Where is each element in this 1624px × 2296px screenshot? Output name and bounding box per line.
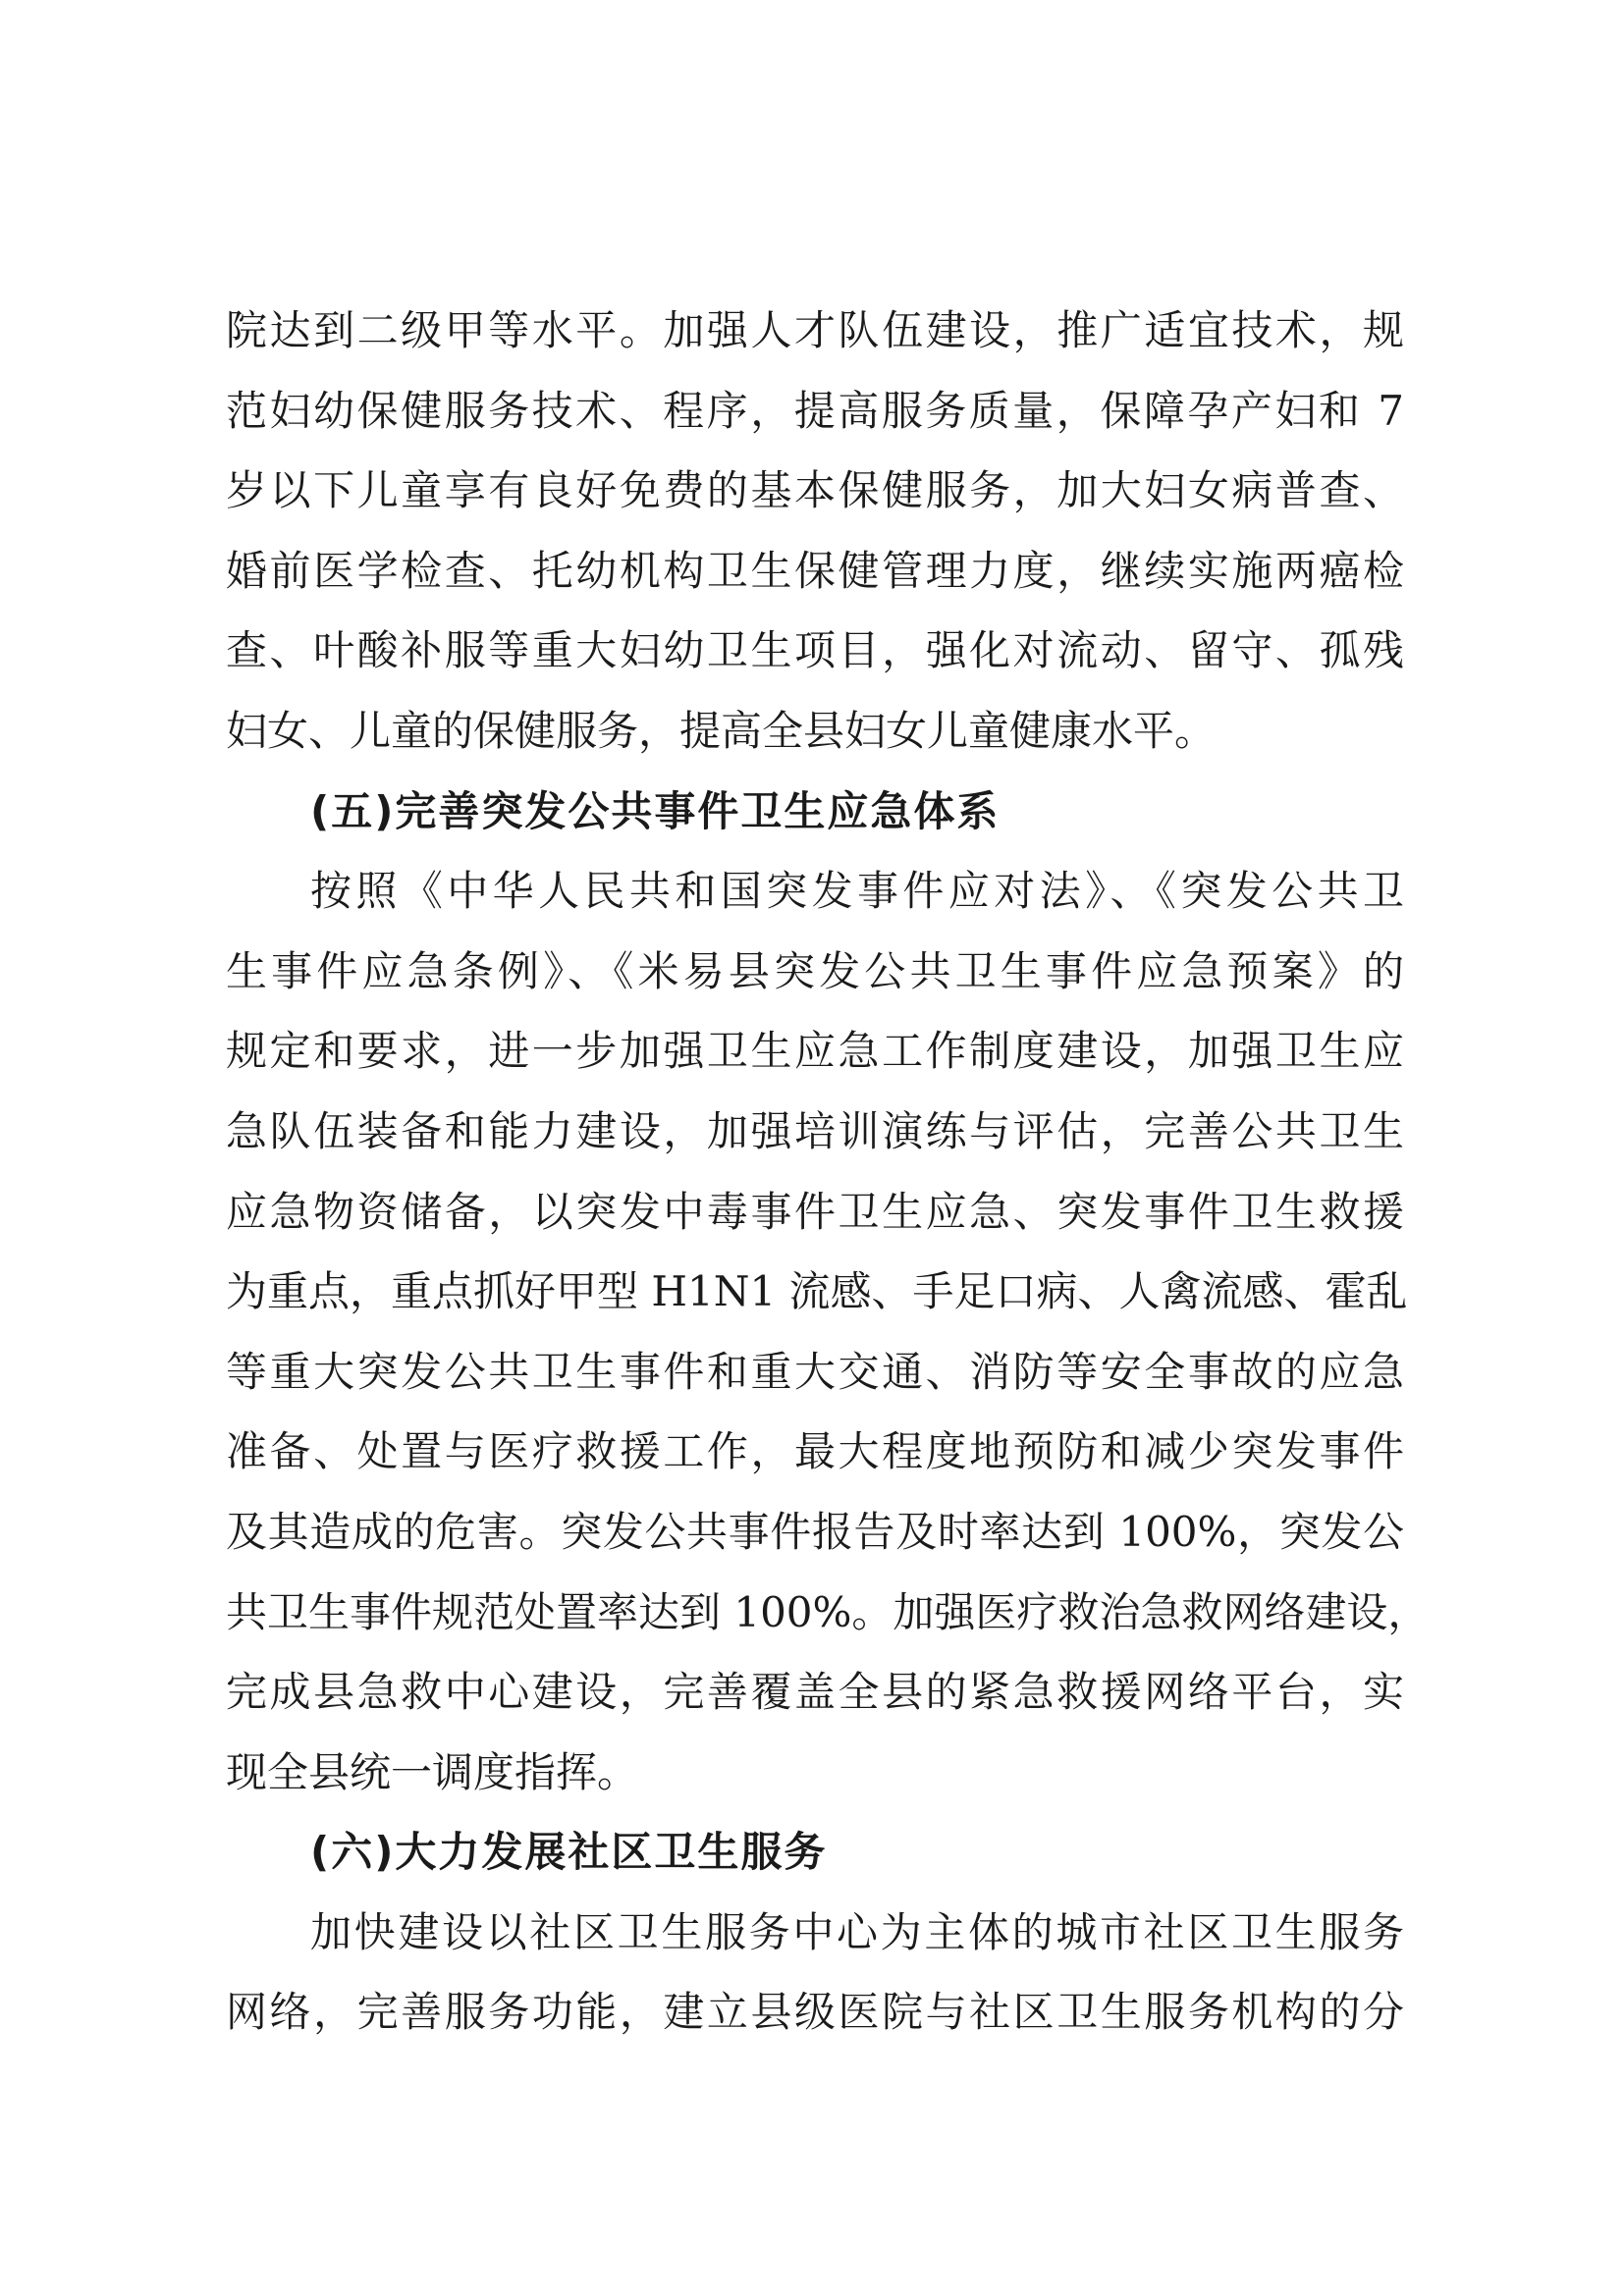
text-line: 院达到二级甲等水平。加强人才队伍建设，推广适宜技术，规 [226, 306, 1404, 354]
section-heading-community-health: (六)大力发展社区卫生服务 [310, 1828, 828, 1877]
paragraph-maternal-child-health [226, 291, 1424, 772]
paragraph-emergency-response [226, 851, 1430, 1812]
text-line: 准备、处置与医疗救援工作，最大程度地预防和减少突发事件 [226, 1427, 1404, 1476]
paragraph-community-health [226, 1893, 1424, 2053]
text-line: 范妇幼保健服务技术、程序，提高服务质量，保障孕产妇和 7 [226, 386, 1404, 435]
text-line: 按照《中华人民共和国突发事件应对法》、《突发公共卫 [310, 867, 1404, 916]
text-line: 现全县统一调度指挥。 [226, 1747, 639, 1796]
text-line: 规定和要求，进一步加强卫生应急工作制度建设，加强卫生应 [226, 1027, 1404, 1076]
text-line: 等重大突发公共卫生事件和重大交通、消防等安全事故的应急 [226, 1347, 1404, 1396]
text-line: 网络，完善服务功能，建立县级医院与社区卫生服务机构的分 [226, 1988, 1404, 2037]
text-line: 生事件应急条例》、《米易县突发公共卫生事件应急预案》的 [226, 946, 1404, 995]
document-body [226, 291, 1430, 2053]
text-line: 急队伍装备和能力建设，加强培训演练与评估，完善公共卫生 [226, 1106, 1404, 1155]
text-line: 为重点，重点抓好甲型 H1N1 流感、手足口病、人禽流感、霍乱 [226, 1267, 1408, 1316]
section-heading-emergency: (五)完善突发公共事件卫生应急体系 [310, 786, 1001, 835]
text-line: 应急物资储备，以突发中毒事件卫生应急、突发事件卫生救援 [226, 1187, 1404, 1236]
text-line: 婚前医学检查、托幼机构卫生保健管理力度，继续实施两癌检 [226, 546, 1404, 595]
text-line: 妇女、儿童的保健服务，提高全县妇女儿童健康水平。 [226, 706, 1217, 755]
text-line: 加快建设以社区卫生服务中心为主体的城市社区卫生服务 [310, 1907, 1404, 1956]
text-line: 岁以下儿童享有良好免费的基本保健服务，加大妇女病普查、 [226, 466, 1404, 515]
text-line: 及其造成的危害。突发公共事件报告及时率达到 100%，突发公 [226, 1507, 1404, 1556]
text-line: 查、叶酸补服等重大妇幼卫生项目，强化对流动、留守、孤残 [226, 626, 1404, 675]
text-line: 完成县急救中心建设，完善覆盖全县的紧急救援网络平台，实 [226, 1668, 1404, 1717]
text-line: 共卫生事件规范处置率达到 100%。加强医疗救治急救网络建设， [226, 1587, 1430, 1636]
